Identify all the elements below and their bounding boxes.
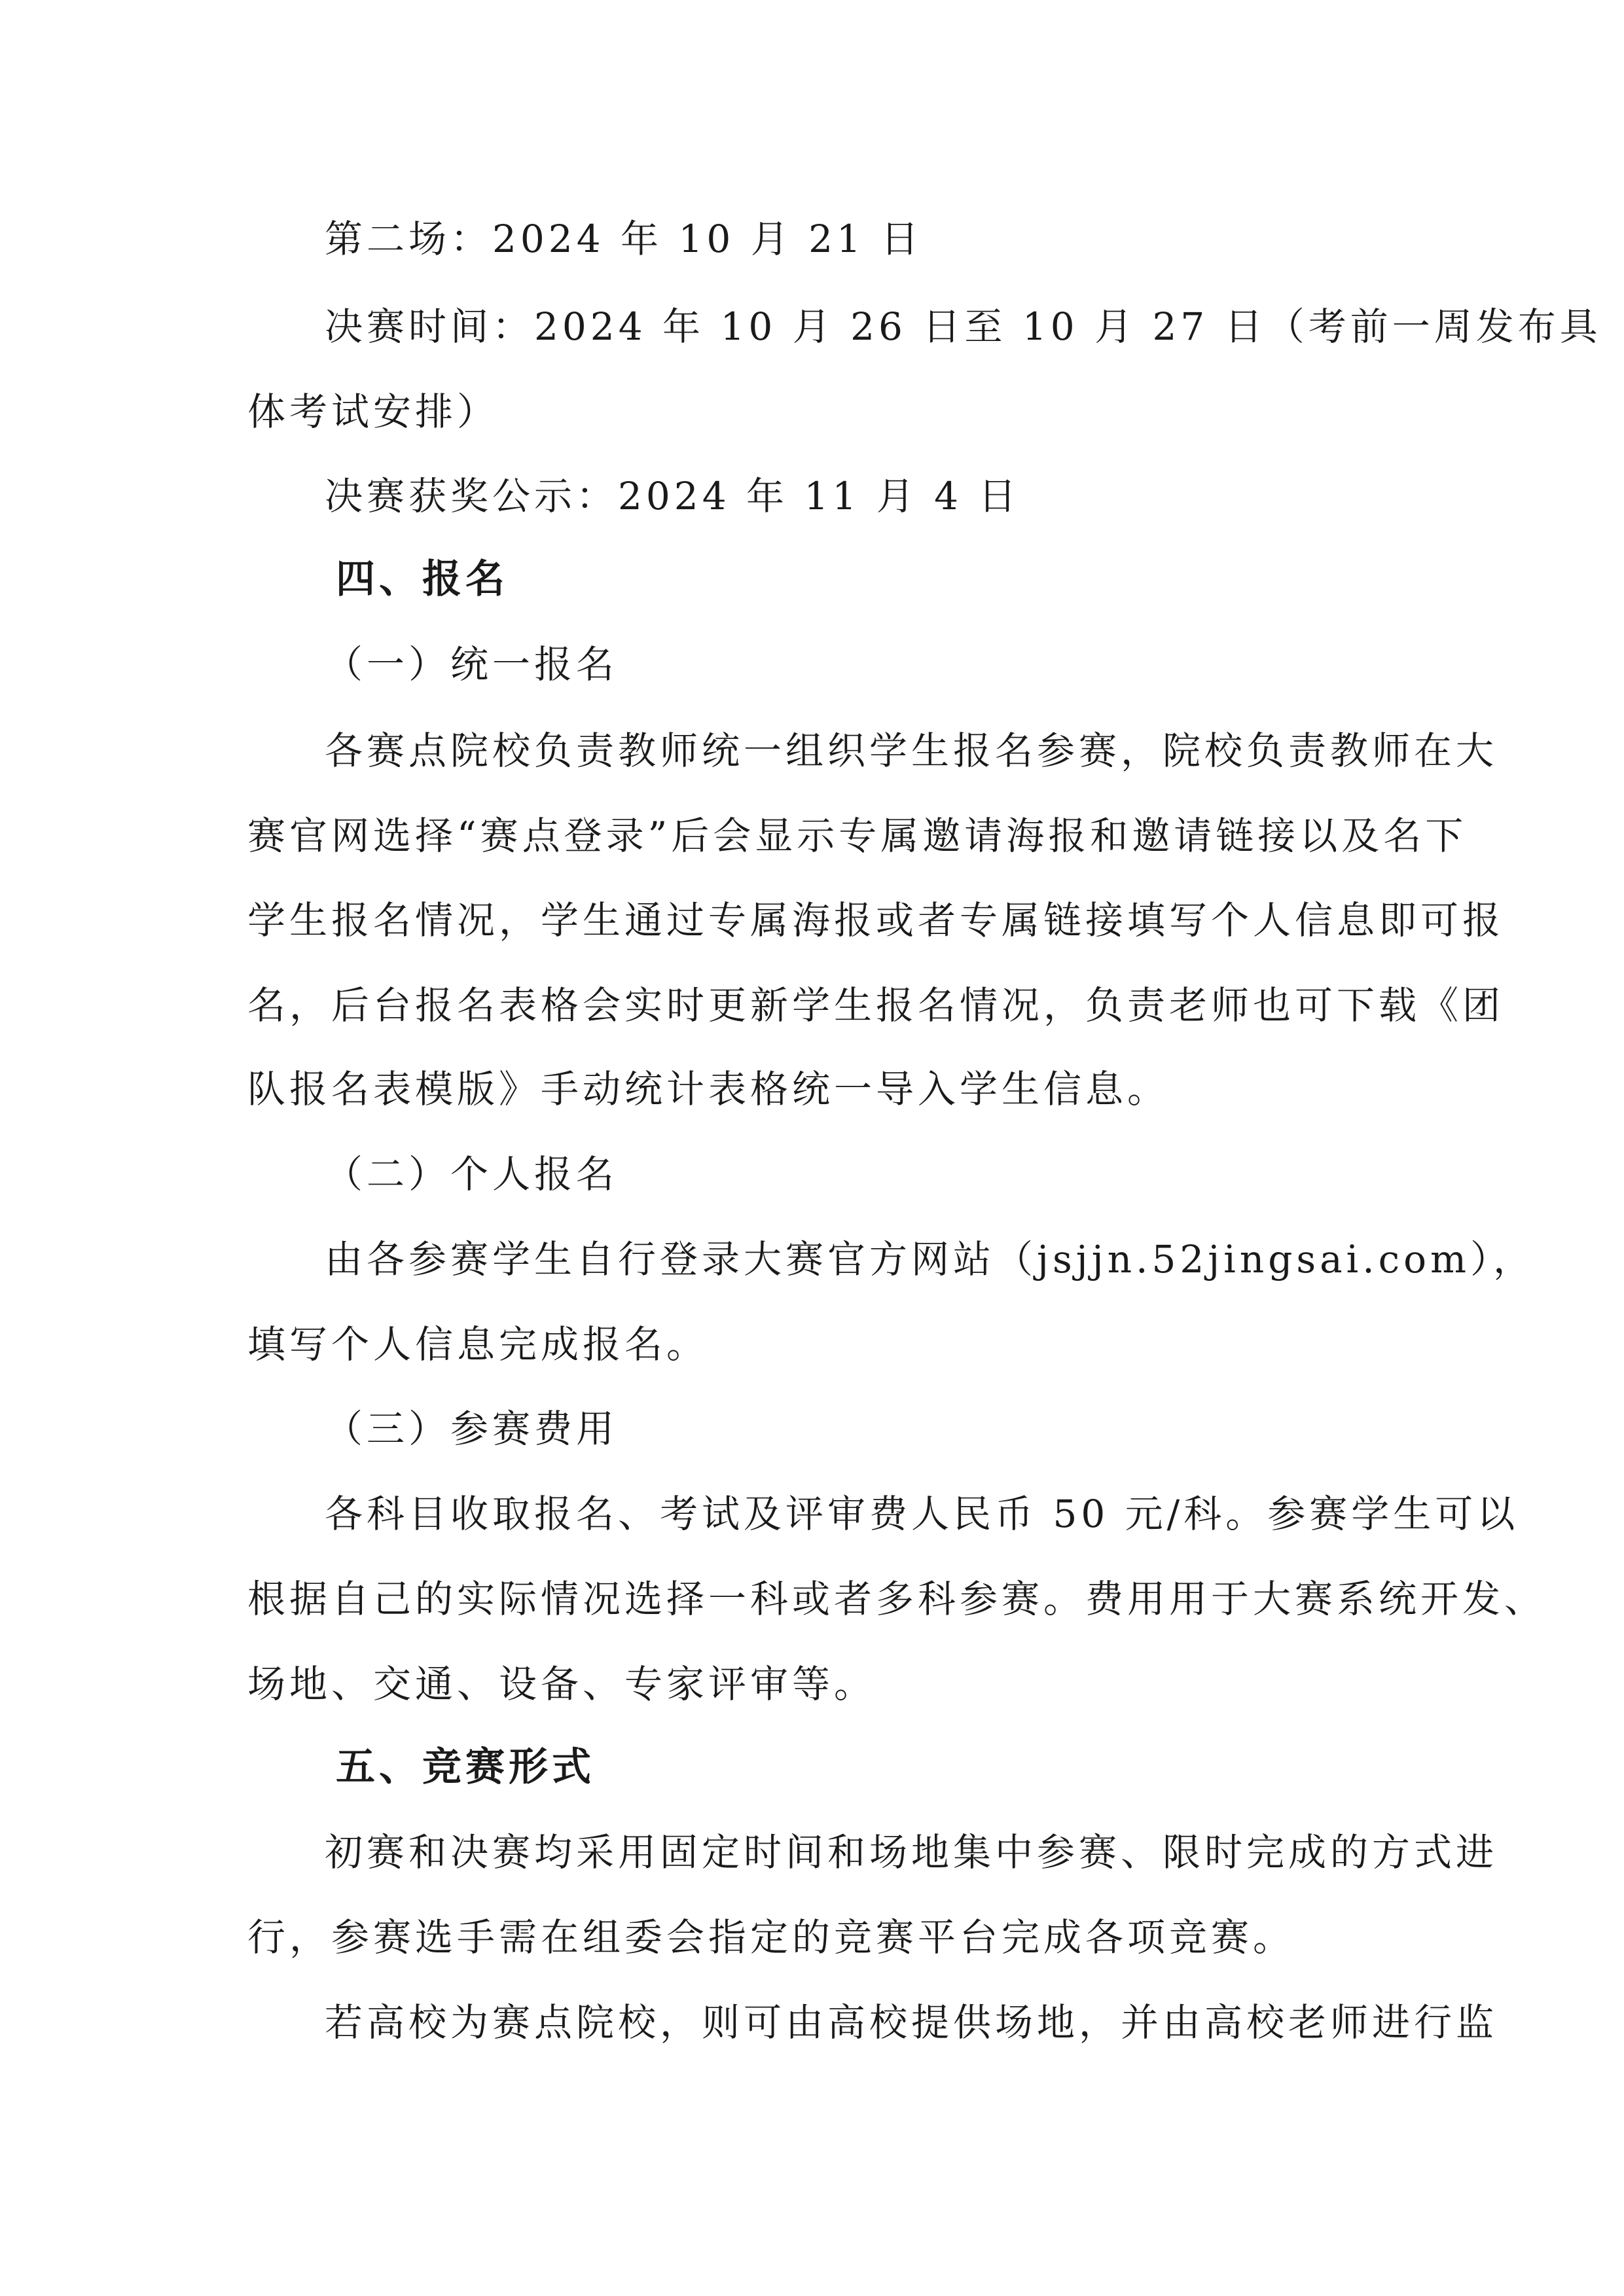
- section-heading-registration: 四、报名: [336, 556, 509, 602]
- final-time-line-1: 决赛时间：2024 年 10 月 26 日至 10 月 27 日（考前一周发布具: [325, 304, 1602, 349]
- paragraph-format-line-1: 初赛和决赛均采用固定时间和场地集中参赛、限时完成的方式进: [325, 1830, 1498, 1874]
- schedule-second-round: 第二场：2024 年 10 月 21 日: [325, 217, 923, 261]
- paragraph-fees-line-1: 各科目收取报名、考试及评审费人民币 50 元/科。参赛学生可以: [325, 1492, 1519, 1536]
- paragraph-venue-line-1: 若高校为赛点院校，则可由高校提供场地，并由高校老师进行监: [325, 2000, 1498, 2045]
- paragraph-fees-line-3: 场地、交通、设备、专家评审等。: [247, 1662, 876, 1706]
- paragraph-unified-line-2: 赛官网选择“赛点登录”后会显示专属邀请海报和邀请链接以及名下: [247, 814, 1468, 858]
- paragraph-unified-line-1: 各赛点院校负责教师统一组织学生报名参赛，院校负责教师在大: [325, 728, 1498, 773]
- paragraph-individual-line-1: 由各参赛学生自行登录大赛官方网站（jsjjn.52jingsai.com），: [325, 1237, 1536, 1282]
- subheading-individual-registration: （二）个人报名: [325, 1152, 619, 1196]
- paragraph-unified-line-4: 名，后台报名表格会实时更新学生报名情况，负责老师也可下载《团: [247, 983, 1505, 1028]
- final-award-announcement: 决赛获奖公示：2024 年 11 月 4 日: [325, 474, 1020, 518]
- subheading-unified-registration: （一）统一报名: [325, 642, 619, 687]
- paragraph-fees-line-2: 根据自己的实际情况选择一科或者多科参赛。费用用于大赛系统开发、: [247, 1577, 1547, 1621]
- final-time-line-2: 体考试安排）: [247, 389, 499, 434]
- paragraph-unified-line-3: 学生报名情况，学生通过专属海报或者专属链接填写个人信息即可报: [247, 898, 1505, 942]
- paragraph-individual-line-2: 填写个人信息完成报名。: [247, 1322, 709, 1367]
- subheading-fees: （三）参赛费用: [325, 1407, 619, 1451]
- paragraph-format-line-2: 行，参赛选手需在组委会指定的竞赛平台完成各项竞赛。: [247, 1915, 1295, 1960]
- section-heading-competition-format: 五、竞赛形式: [336, 1744, 595, 1790]
- paragraph-unified-line-5: 队报名表模版》手动统计表格统一导入学生信息。: [247, 1067, 1170, 1111]
